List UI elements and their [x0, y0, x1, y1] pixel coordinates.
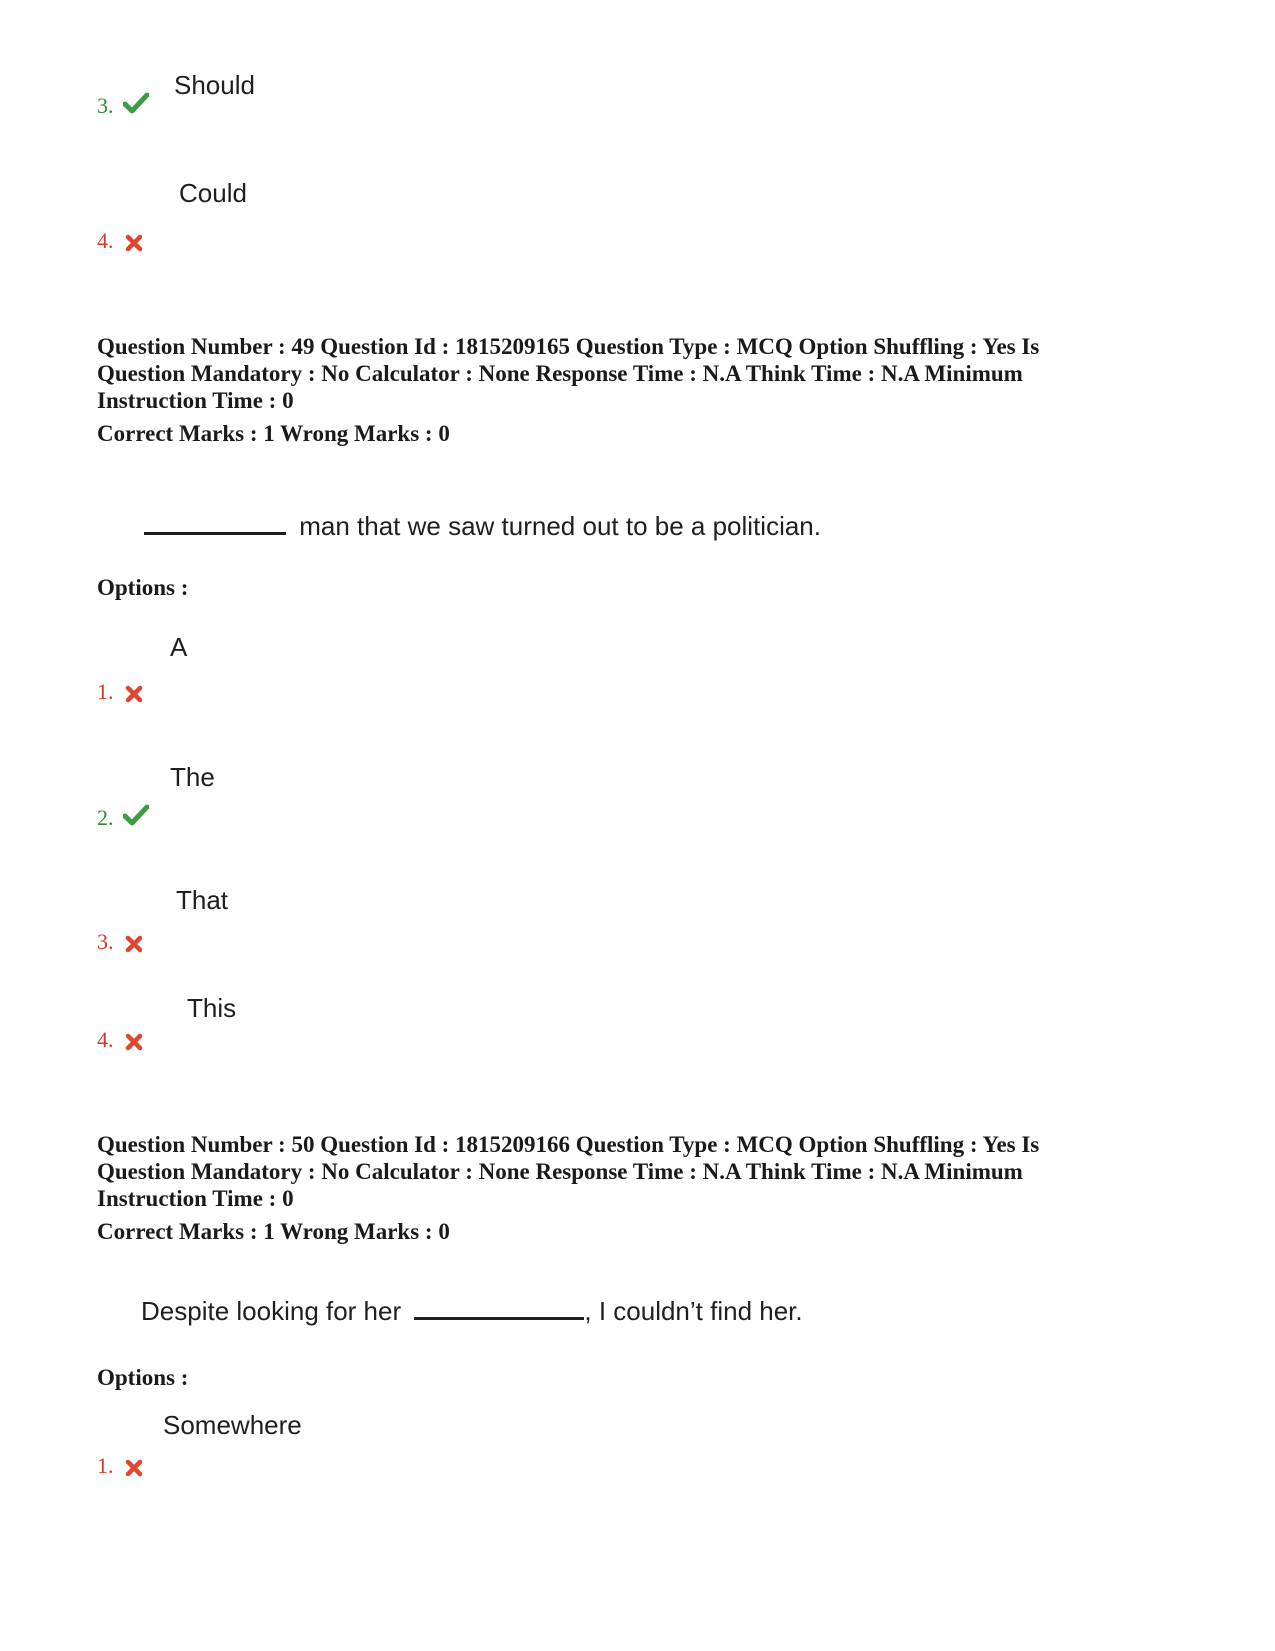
- option-number: 3.: [97, 929, 114, 954]
- question-meta-line: Question Number : 49 Question Id : 1815209165 Question Type : MCQ Option Shuffling : Yes Is: [97, 334, 1040, 359]
- option-number-wrong: [97, 680, 143, 704]
- check-icon: [123, 92, 149, 114]
- options-label: Options :: [97, 1365, 189, 1390]
- option-number: 1.: [97, 679, 114, 704]
- options-label: Options :: [97, 575, 189, 600]
- option-number: 1.: [97, 1453, 114, 1478]
- question-meta-line: Question Mandatory : No Calculator : None Response Time : N.A Think Time : N.A Minimum: [97, 361, 1023, 386]
- option-number-correct: [97, 94, 149, 118]
- fill-blank: [144, 508, 286, 535]
- option-text: This: [187, 993, 237, 1023]
- question-meta-line: Instruction Time : 0: [97, 388, 294, 413]
- cross-icon: [125, 234, 143, 252]
- fill-blank: [414, 1293, 584, 1320]
- question-marks: Correct Marks : 1 Wrong Marks : 0: [97, 1219, 450, 1244]
- question-text: [144, 508, 821, 541]
- cross-icon: [125, 685, 143, 703]
- question-text-before: Despite looking for her: [141, 1296, 402, 1326]
- option-text: Should: [174, 70, 255, 100]
- check-icon: [123, 804, 149, 826]
- cross-icon: [125, 1033, 143, 1051]
- cross-icon: [125, 935, 143, 953]
- option-text: A: [170, 632, 188, 662]
- option-number-correct: [97, 806, 149, 830]
- question-marks: Correct Marks : 1 Wrong Marks : 0: [97, 421, 450, 446]
- cross-icon: [125, 1459, 143, 1477]
- question-meta-line: Question Mandatory : No Calculator : None Response Time : N.A Think Time : N.A Minimum: [97, 1159, 1023, 1184]
- option-number-wrong: [97, 1028, 143, 1052]
- option-number-wrong: [97, 1454, 143, 1478]
- question-meta-line: Instruction Time : 0: [97, 1186, 294, 1211]
- option-number: 4.: [97, 1027, 114, 1052]
- option-number: 3.: [97, 93, 114, 118]
- option-text: That: [176, 885, 229, 915]
- option-number-wrong: [97, 229, 143, 253]
- question-meta-line: Question Number : 50 Question Id : 1815209166 Question Type : MCQ Option Shuffling : Yes Is: [97, 1132, 1040, 1157]
- question-text-body: man that we saw turned out to be a politician.: [299, 511, 821, 541]
- option-text: Could: [179, 178, 247, 208]
- option-number: 2.: [97, 805, 114, 830]
- option-text: The: [170, 762, 215, 792]
- option-number: 4.: [97, 228, 114, 253]
- question-text-after: , I couldn’t find her.: [584, 1296, 803, 1326]
- question-text: [141, 1293, 803, 1326]
- option-text: Somewhere: [163, 1410, 302, 1440]
- option-number-wrong: [97, 930, 143, 954]
